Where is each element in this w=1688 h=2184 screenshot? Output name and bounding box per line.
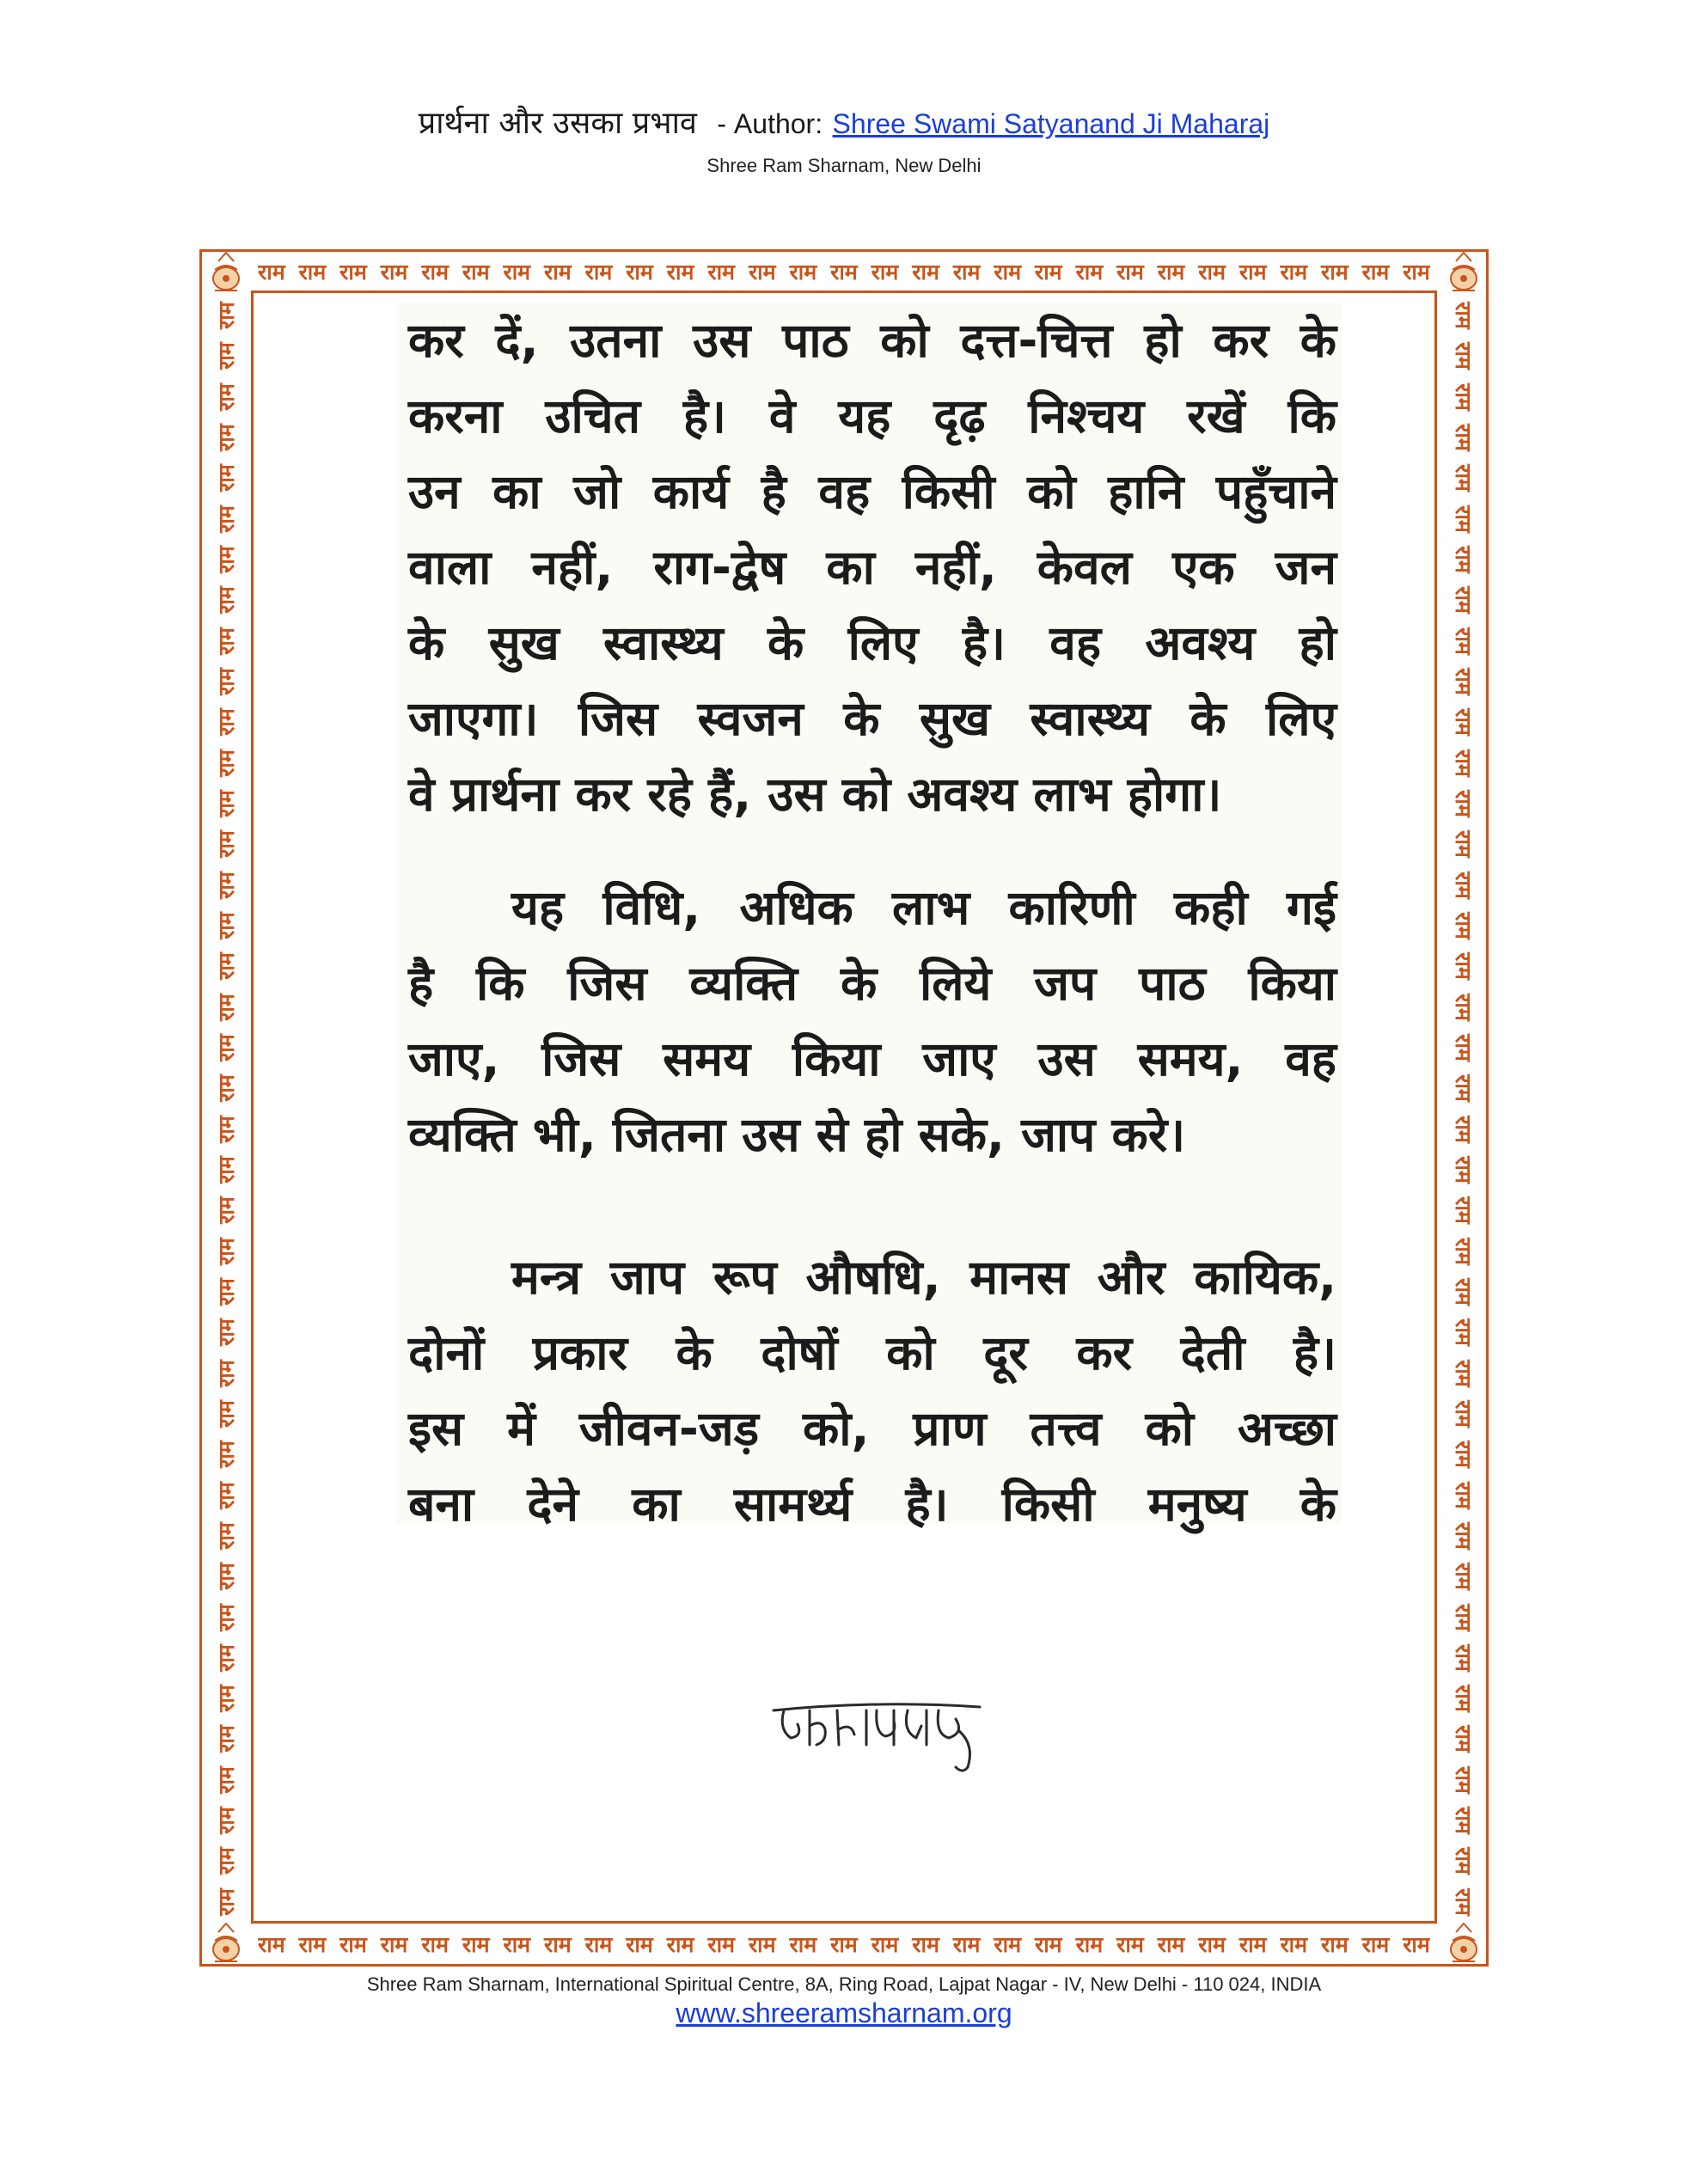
ram-border-word: राम bbox=[462, 260, 490, 284]
ram-border-word: राम bbox=[1451, 1644, 1476, 1672]
ram-border-word: राम bbox=[214, 505, 239, 533]
ram-border-word: राम bbox=[994, 1932, 1022, 1957]
ram-border-word: राम bbox=[214, 424, 239, 451]
text-line: दोनों प्रकार के दोषों को दूर कर देती है। bbox=[408, 1325, 1336, 1380]
ram-border-word: राम bbox=[1451, 952, 1476, 981]
ram-border-word: राम bbox=[1451, 1400, 1476, 1428]
ram-border-word: राम bbox=[1157, 1932, 1185, 1957]
text-line: मन्त्र जाप रूप औषधि, मानस और कायिक, bbox=[511, 1250, 1336, 1305]
ram-border-word: राम bbox=[1451, 790, 1476, 817]
ram-border-word: राम bbox=[1403, 1932, 1430, 1957]
ram-border-word: राम bbox=[1451, 830, 1476, 859]
page-footer bbox=[0, 1973, 1688, 2029]
ram-border-word: राम bbox=[214, 1644, 239, 1672]
paragraph-3 bbox=[408, 1239, 1336, 1542]
ram-border-word: राम bbox=[1451, 1034, 1476, 1061]
text-line: उन का जो कार्य है वह किसी को हानि पहुँचाने bbox=[408, 464, 1336, 519]
ram-border-word: राम bbox=[214, 1522, 239, 1550]
ram-border-left bbox=[206, 301, 248, 1917]
ram-border-word: राम bbox=[1451, 1359, 1476, 1387]
ram-border-word: राम bbox=[214, 1115, 239, 1143]
ram-border-word: राम bbox=[584, 1932, 613, 1957]
ram-border-word: राम bbox=[214, 830, 239, 859]
ram-border-word: राम bbox=[1075, 1932, 1104, 1957]
ram-border-word: राम bbox=[1451, 586, 1476, 615]
ram-border-word: राम bbox=[748, 260, 776, 284]
ram-border-word: राम bbox=[380, 260, 408, 284]
ram-border-word: राम bbox=[1034, 260, 1062, 284]
ram-border-word: राम bbox=[214, 708, 239, 737]
ram-border-word: राम bbox=[789, 1932, 817, 1957]
ram-border-word: राम bbox=[214, 1685, 239, 1712]
ram-border-word: राम bbox=[994, 260, 1022, 284]
website-link[interactable]: www.shreeramsharnam.org bbox=[676, 1997, 1012, 2028]
ram-border-word: राम bbox=[214, 1156, 239, 1184]
ram-border-word: राम bbox=[1451, 382, 1476, 411]
ram-border-word: राम bbox=[214, 342, 239, 370]
ram-border-word: राम bbox=[1451, 1481, 1476, 1509]
author-prefix: - Author: bbox=[717, 108, 823, 139]
ram-border-word: राम bbox=[871, 1932, 899, 1957]
ram-border-word: राम bbox=[1451, 1725, 1476, 1753]
ram-border-word: राम bbox=[1034, 1932, 1062, 1957]
ram-border-word: राम bbox=[214, 1481, 239, 1509]
ram-border-word: राम bbox=[1451, 1807, 1476, 1834]
kalash-icon bbox=[1440, 249, 1487, 296]
ram-border-word: राम bbox=[214, 952, 239, 981]
ram-border-word: राम bbox=[1075, 260, 1104, 284]
ram-border-word: राम bbox=[214, 871, 239, 899]
ram-border-right bbox=[1442, 301, 1483, 1917]
ram-border-word: राम bbox=[1451, 546, 1476, 573]
ram-border-word: राम bbox=[298, 260, 327, 284]
ram-border-word: राम bbox=[707, 1932, 736, 1957]
ram-border-word: राम bbox=[214, 1807, 239, 1834]
text-line: इस में जीवन-जड़ को, प्राण तत्त्व को अच्छा bbox=[408, 1401, 1336, 1456]
ram-border-word: राम bbox=[214, 1603, 239, 1631]
ram-border-word: राम bbox=[258, 260, 285, 284]
ram-border-top bbox=[258, 253, 1430, 291]
ram-border-word: राम bbox=[214, 627, 239, 655]
ram-border-word: राम bbox=[1451, 993, 1476, 1021]
ram-border-word: राम bbox=[1238, 1932, 1267, 1957]
ram-border-word: राम bbox=[1451, 302, 1476, 329]
ram-border-word: राम bbox=[339, 1932, 367, 1957]
ram-border-word: राम bbox=[214, 1400, 239, 1428]
text-line: वे प्रार्थना कर रहे हैं, उस को अवश्य लाभ होगा। bbox=[408, 767, 1222, 822]
ram-border-word: राम bbox=[1451, 1603, 1476, 1631]
ram-border-word: राम bbox=[1198, 1932, 1226, 1957]
ram-border-word: राम bbox=[1451, 627, 1476, 655]
ram-border-word: राम bbox=[214, 302, 239, 329]
ram-border-word: राम bbox=[1451, 1522, 1476, 1550]
ram-border-word: राम bbox=[214, 912, 239, 939]
ram-border-word: राम bbox=[666, 260, 694, 284]
ram-border-word: राम bbox=[1451, 342, 1476, 370]
ram-border-word: राम bbox=[1451, 708, 1476, 737]
ram-border-word: राम bbox=[1451, 1685, 1476, 1712]
ram-border-word: राम bbox=[1451, 912, 1476, 939]
ram-border-word: राम bbox=[748, 1932, 776, 1957]
ram-border-word: राम bbox=[1280, 260, 1308, 284]
ram-border-word: राम bbox=[1280, 1932, 1308, 1957]
ram-border-word: राम bbox=[789, 260, 817, 284]
ram-border-word: राम bbox=[1451, 1765, 1476, 1794]
kalash-icon bbox=[203, 1920, 249, 1967]
ram-border-word: राम bbox=[1361, 1932, 1390, 1957]
ram-border-word: राम bbox=[214, 382, 239, 411]
ram-border-word: राम bbox=[1116, 260, 1144, 284]
page-subtitle: Shree Ram Sharnam, New Delhi bbox=[706, 155, 982, 176]
ram-border-word: राम bbox=[912, 260, 939, 284]
ram-border-word: राम bbox=[871, 260, 899, 284]
ram-border-word: राम bbox=[1451, 1887, 1476, 1916]
ram-border-word: राम bbox=[1451, 749, 1476, 777]
ram-border-word: राम bbox=[626, 1932, 653, 1957]
ram-border-word: राम bbox=[421, 260, 449, 284]
ram-border-word: राम bbox=[912, 1932, 939, 1957]
ram-border-word: राम bbox=[666, 1932, 694, 1957]
ram-border-word: राम bbox=[952, 260, 981, 284]
title-line bbox=[0, 101, 1688, 146]
ram-border-word: राम bbox=[1451, 668, 1476, 695]
ram-border-word: राम bbox=[214, 464, 239, 492]
page-header bbox=[0, 101, 1688, 177]
ram-border-word: राम bbox=[214, 668, 239, 695]
ram-border-word: राम bbox=[339, 260, 367, 284]
ram-border-word: राम bbox=[214, 1441, 239, 1469]
ram-border-word: राम bbox=[214, 1237, 239, 1265]
text-line: बना देने का सामर्थ्य है। किसी मनुष्य के bbox=[408, 1477, 1336, 1532]
ram-border-word: राम bbox=[214, 1847, 239, 1875]
kalash-icon bbox=[203, 249, 249, 296]
ram-border-word: राम bbox=[1451, 1196, 1476, 1225]
ram-border-word: राम bbox=[298, 1932, 327, 1957]
ram-border-word: राम bbox=[1321, 260, 1349, 284]
text-line: वाला नहीं, राग-द्वेष का नहीं, केवल एक जन bbox=[408, 540, 1336, 595]
ram-border-word: राम bbox=[1451, 871, 1476, 899]
ram-border-word: राम bbox=[380, 1932, 408, 1957]
ram-border-word: राम bbox=[1451, 505, 1476, 533]
ram-border-word: राम bbox=[258, 1932, 285, 1957]
ram-border-word: राम bbox=[1361, 260, 1390, 284]
ram-border-word: राम bbox=[1321, 1932, 1349, 1957]
ram-border-bottom bbox=[258, 1925, 1430, 1963]
ram-border-word: राम bbox=[1198, 260, 1226, 284]
text-line: करना उचित है। वे यह दृढ़ निश्चय रखें कि bbox=[408, 388, 1336, 444]
ram-border-word: राम bbox=[462, 1932, 490, 1957]
ram-border-word: राम bbox=[214, 993, 239, 1021]
ram-border-word: राम bbox=[214, 1074, 239, 1103]
ram-border-word: राम bbox=[214, 1278, 239, 1306]
signature bbox=[765, 1685, 1006, 1779]
ram-border-word: राम bbox=[830, 260, 858, 284]
ram-border-word: राम bbox=[544, 260, 572, 284]
ram-border-word: राम bbox=[1451, 1115, 1476, 1143]
text-line: के सुख स्वास्थ्य के लिए है। वह अवश्य हो bbox=[408, 615, 1336, 670]
ram-border-word: राम bbox=[214, 1034, 239, 1061]
text-line: यह विधि, अधिक लाभ कारिणी कही गई bbox=[511, 880, 1336, 935]
ram-border-word: राम bbox=[1403, 260, 1430, 284]
ram-border-word: राम bbox=[214, 1359, 239, 1387]
ram-border-word: राम bbox=[830, 1932, 858, 1957]
ram-border-word: राम bbox=[1451, 1441, 1476, 1469]
text-line: जाएगा। जिस स्वजन के सुख स्वास्थ्य के लिए bbox=[408, 691, 1336, 746]
kalash-icon bbox=[1440, 1920, 1487, 1967]
ram-border-word: राम bbox=[214, 1765, 239, 1794]
ram-border-word: राम bbox=[214, 1318, 239, 1347]
ram-border-word: राम bbox=[503, 1932, 531, 1957]
ram-border-word: राम bbox=[1451, 1847, 1476, 1875]
author-link[interactable]: Shree Swami Satyanand Ji Maharaj bbox=[832, 108, 1270, 139]
text-line: है कि जिस व्यक्ति के लिये जप पाठ किया bbox=[408, 956, 1336, 1011]
ram-border-word: राम bbox=[1451, 1318, 1476, 1347]
ram-border-word: राम bbox=[1451, 1278, 1476, 1306]
ram-border-word: राम bbox=[1451, 424, 1476, 451]
ram-border-word: राम bbox=[421, 1932, 449, 1957]
ram-border-word: राम bbox=[214, 749, 239, 777]
ram-border-word: राम bbox=[707, 260, 736, 284]
ram-border-word: राम bbox=[1157, 260, 1185, 284]
ram-border-word: राम bbox=[214, 1196, 239, 1225]
text-line: व्यक्ति भी, जितना उस से हो सके, जाप करे। bbox=[408, 1107, 1186, 1162]
ram-border-word: राम bbox=[214, 586, 239, 615]
ram-border-word: राम bbox=[626, 260, 653, 284]
scanned-text-image bbox=[395, 303, 1341, 1532]
ram-border-word: राम bbox=[1451, 1237, 1476, 1265]
text-line: जाए, जिस समय किया जाए उस समय, वह bbox=[408, 1031, 1336, 1086]
ram-border-word: राम bbox=[584, 260, 613, 284]
ram-border-word: राम bbox=[214, 1563, 239, 1590]
footer-address: Shree Ram Sharnam, International Spiritual Centre, 8A, Ring Road, Lajpat Nagar - IV, New Delhi - 110 024, INDIA bbox=[366, 1973, 1322, 1995]
ram-border-word: राम bbox=[214, 1887, 239, 1916]
page-title: प्रार्थना और उसका प्रभाव bbox=[418, 106, 697, 141]
ram-border-word: राम bbox=[1451, 1563, 1476, 1590]
ram-border-word: राम bbox=[1451, 1156, 1476, 1184]
ram-border-word: राम bbox=[1451, 1074, 1476, 1103]
ram-border-word: राम bbox=[1451, 464, 1476, 492]
text-line: कर दें, उतना उस पाठ को दत्त-चित्त हो कर के bbox=[408, 313, 1336, 368]
ram-border-word: राम bbox=[214, 546, 239, 573]
paragraph-2 bbox=[408, 870, 1336, 1172]
ram-border-word: राम bbox=[214, 1725, 239, 1753]
ram-border-word: राम bbox=[544, 1932, 572, 1957]
ram-border-word: राम bbox=[214, 790, 239, 817]
ram-border-word: राम bbox=[503, 260, 531, 284]
paragraph-1 bbox=[408, 303, 1336, 832]
ram-border-word: राम bbox=[1238, 260, 1267, 284]
ram-border-word: राम bbox=[952, 1932, 981, 1957]
ram-border-word: राम bbox=[1116, 1932, 1144, 1957]
